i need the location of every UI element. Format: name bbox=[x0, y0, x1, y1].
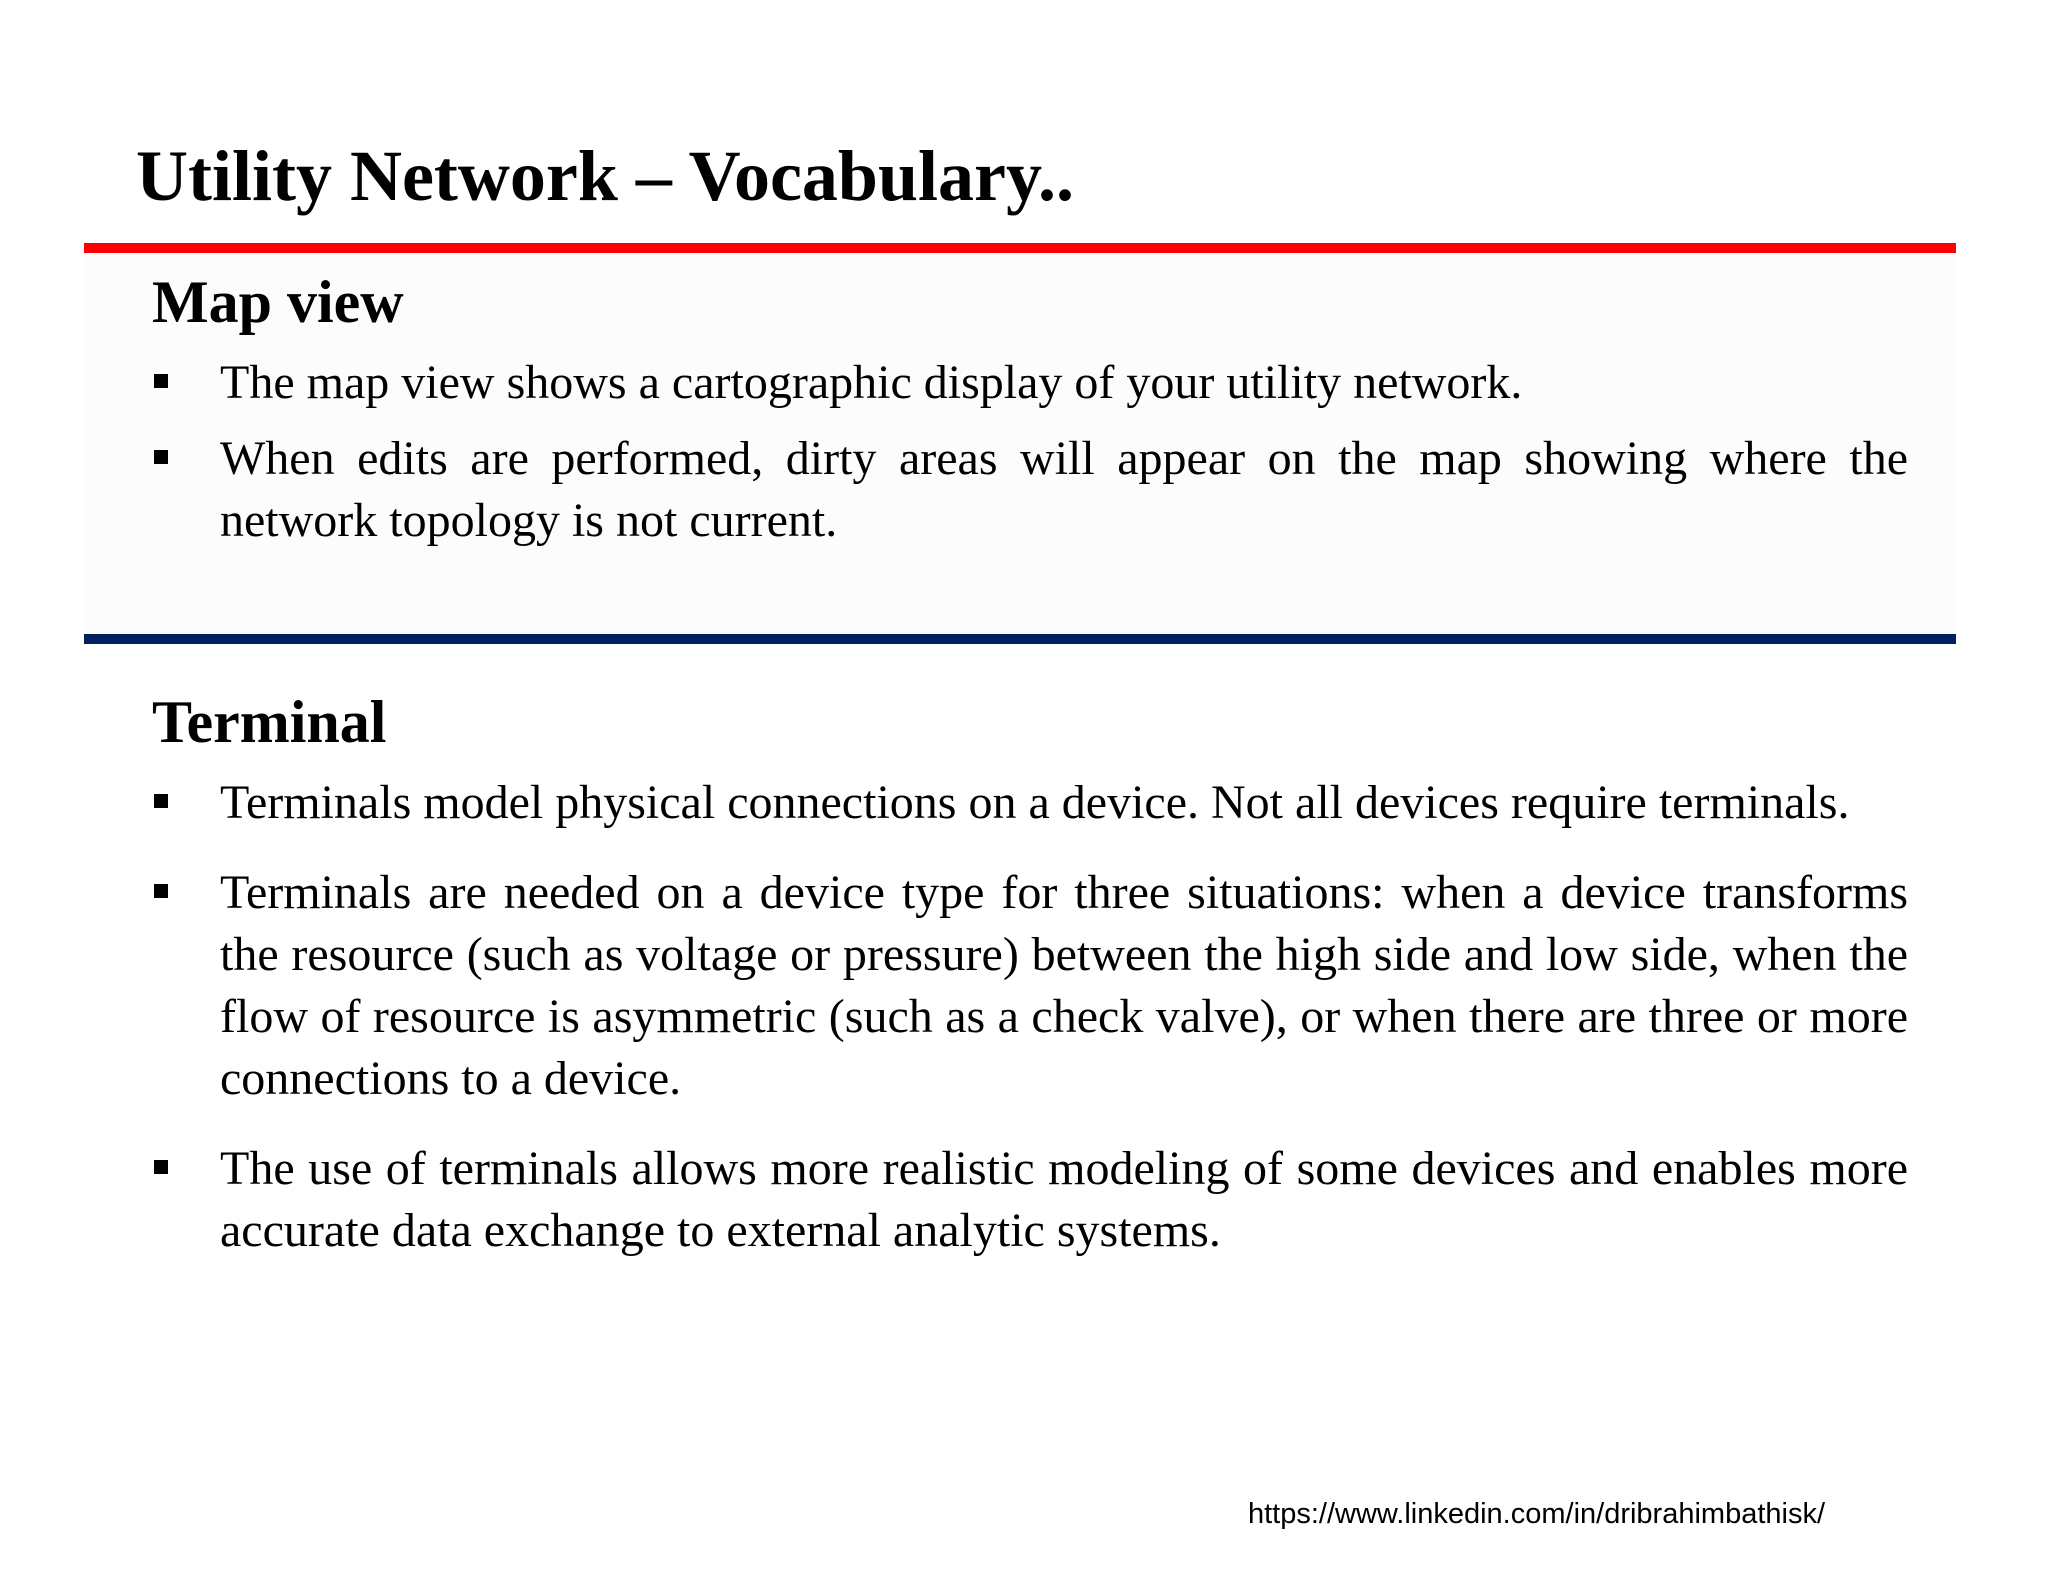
bullet-text: The map view shows a cartographic display of your utility network. bbox=[220, 356, 1523, 409]
terminal-bullet-list bbox=[152, 772, 1908, 1290]
footer-linkedin-url[interactable]: https://www.linkedin.com/in/dribrahimbathisk/ bbox=[1248, 1498, 1826, 1530]
bullet-text: Terminals model physical connections on a device. Not all devices require terminals. bbox=[220, 776, 1850, 829]
bullet-text: Terminals are needed on a device type for three situations: when a device transforms the resource (such as voltage or pressure) between the high side and low side, when the flow of resource is asymmetric (such as a check valve), or when there are three or more connections to a device. bbox=[220, 866, 1908, 1105]
title-divider-red bbox=[84, 243, 1956, 253]
square-bullet-icon bbox=[154, 884, 168, 898]
section-divider-navy bbox=[84, 634, 1956, 644]
bullet-item bbox=[152, 428, 1908, 552]
square-bullet-icon bbox=[154, 374, 168, 388]
bullet-text: When edits are performed, dirty areas will appear on the map showing where the network topology is not current. bbox=[220, 432, 1908, 547]
section-heading-map-view: Map view bbox=[152, 269, 404, 335]
section-heading-terminal: Terminal bbox=[152, 689, 387, 755]
bullet-item bbox=[152, 862, 1908, 1110]
square-bullet-icon bbox=[154, 1160, 168, 1174]
bullet-item bbox=[152, 1138, 1908, 1262]
bullet-text: The use of terminals allows more realistic modeling of some devices and enables more accurate data exchange to external analytic systems. bbox=[220, 1142, 1908, 1257]
slide-title: Utility Network – Vocabulary.. bbox=[136, 136, 1075, 216]
square-bullet-icon bbox=[154, 450, 168, 464]
map-view-bullet-list bbox=[152, 352, 1908, 566]
bullet-item bbox=[152, 772, 1908, 834]
square-bullet-icon bbox=[154, 794, 168, 808]
bullet-item bbox=[152, 352, 1908, 414]
